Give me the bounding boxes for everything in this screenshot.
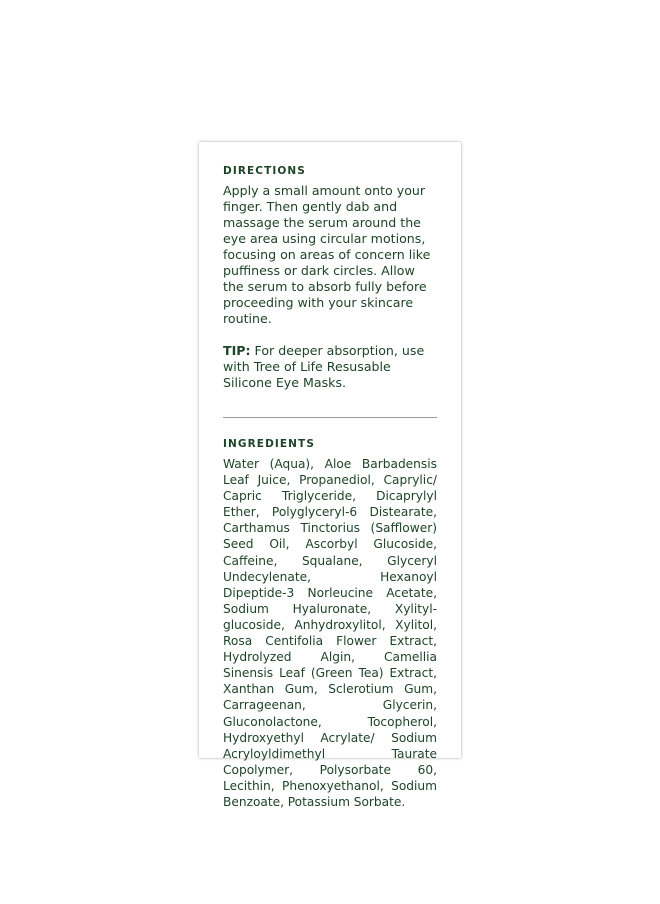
tip-label: TIP: (223, 343, 251, 358)
tip-text: For deeper absorption, use with Tree of Life Resusable Silicone Eye Masks. (223, 343, 425, 390)
directions-heading: DIRECTIONS (223, 165, 306, 177)
directions-text: Apply a small amount onto your finger. Then gently dab and massage the serum around the eye area using circular motions, focusing on areas of concern like puffiness or dark circles. Allow the serum to absorb fully before proceeding with your skincare routine. (223, 183, 431, 326)
ingredients-heading: INGREDIENTS (223, 438, 315, 450)
section-divider (223, 417, 437, 418)
ingredients-list: Water (Aqua), Aloe Barbadensis Leaf Juice, Propanediol, Caprylic/ Capric Triglyceride, Dicaprylyl Ether, Polyglyceryl-6 Distearate, Carthamus Tinctorius (Safflower) Seed Oil, Ascorbyl Glucoside, Caffeine, Squalane, Glyceryl Undecylenate, Hexanoyl Dipeptide-3 Norleucine Acetate, Sodium Hyaluronate, Xylitylglucoside, Anhydroxylitol, Xylitol, Rosa Centifolia Flower Extract, Hydrolyzed Algin, Camellia Sinensis Leaf (Green Tea) Extract, Xanthan Gum, Sclerotium Gum, Carrageenan, Glycerin, Gluconolactone, Tocopherol, Hydroxyethyl Acrylate/ Sodium Acryloyldimethyl Taurate Copolymer, Polysorbate 60, Lecithin, Phenoxyethanol, Sodium Benzoate, Potassium Sorbate. (223, 457, 437, 809)
product-info-panel (199, 142, 461, 809)
tip-paragraph (223, 343, 435, 391)
